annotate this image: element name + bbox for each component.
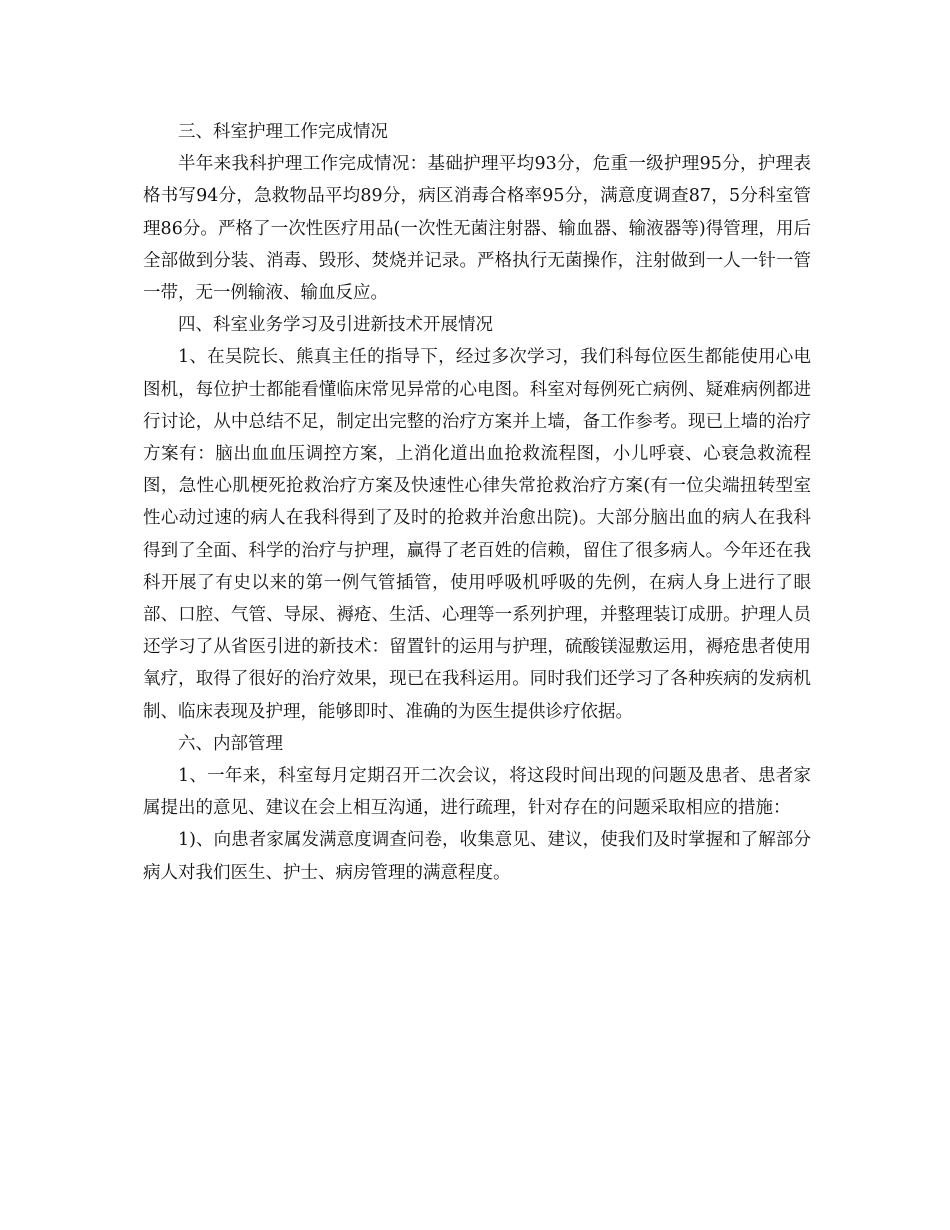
paragraph-study-details: 1、在吴院长、熊真主任的指导下，经过多次学习，我们科每位医生都能使用心电图机，每位护士都能看懂临床常见异常的心电图。科室对每例死亡病例、疑难病例都进行讨论，从中总结不足，制定出完整的治疗方案并上墙，备工作参考。现已上墙的治疗方案有：脑出血血压调控方案，上消化道出血抢救流程图，小儿呼衰、心衰急救流程图，急性心肌梗死抢救治疗方案及快速性心律失常抢救治疗方案(有一位尖端扭转型室性心动过速的病人在我科得到了及时的抢救并治愈出院)。大部分脑出血的病人在我科得到了全面、科学的治疗与护理，赢得了老百姓的信赖，留住了很多病人。今年还在我科开展了有史以来的第一例气管插管，使用呼吸机呼吸的先例，在病人身上进行了眼部、口腔、气管、导尿、褥疮、生活、心理等一系列护理，并整理装订成册。护理人员还学习了从省医引进的新技术：留置针的运用与护理，硫酸镁湿敷运用，褥疮患者使用氧疗，取得了很好的治疗效果，现已在我科运用。同时我们还学习了各种疾病的发病机制、临床表现及护理，能够即时、准确的为医生提供诊疗依据。: [143, 347, 811, 722]
section-heading-management: 六、内部管理: [178, 733, 283, 754]
section-heading-nursing: 三、科室护理工作完成情况: [178, 122, 388, 142]
paragraph-survey: 1)、向患者家属发满意度调查问卷，收集意见、建议，使我们及时掌握和了解部分病人对我们医生、护士、病房管理的满意程度。: [143, 830, 811, 883]
document-body: [143, 116, 811, 889]
paragraph-nursing-results: 半年来我科护理工作完成情况：基础护理平均93分，危重一级护理95分，护理表格书写94分，急救物品平均89分，病区消毒合格率95分，满意度调查87，5分科室管理86分。严格了一次性医疗用品(一次性无菌注射器、输血器、输液器等)得管理，用后全部做到分装、消毒、毁形、焚烧并记录。严格执行无菌操作，注射做到一人一针一管一带，无一例输液、输血反应。: [143, 154, 811, 304]
paragraph-meetings: 1、一年来，科室每月定期召开二次会议，将这段时间出现的问题及患者、患者家属提出的意见、建议在会上相互沟通，进行疏理，针对存在的问题采取相应的措施：: [143, 766, 811, 819]
section-heading-study: 四、科室业务学习及引进新技术开展情况: [178, 315, 493, 336]
